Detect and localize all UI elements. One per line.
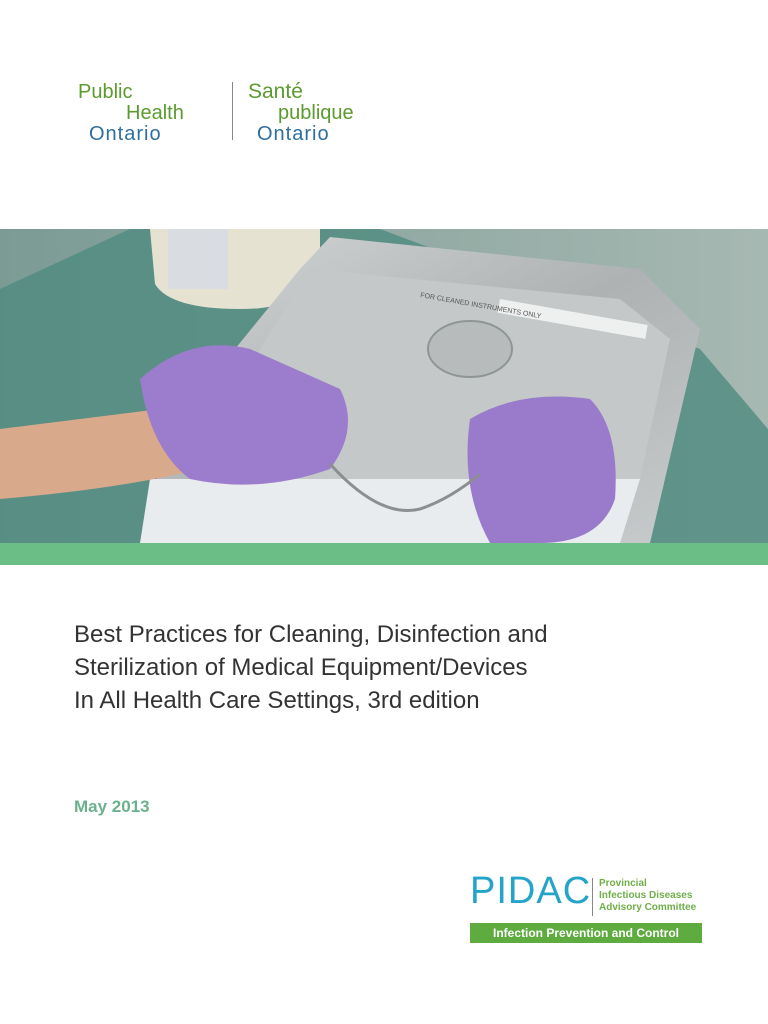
title-line-1: Best Practices for Cleaning, Disinfection and [74, 621, 548, 648]
logo-french-line-1: Santé [248, 80, 303, 103]
pidac-full-name-line-1: Provincial [599, 878, 647, 889]
pidac-acronym: PIDAC [470, 870, 592, 912]
tray-label: FOR CLEANED INSTRUMENTS ONLY [419, 292, 542, 321]
logo-divider [232, 82, 233, 140]
pidac-full-name-line-2: Infectious Diseases [599, 890, 693, 901]
title-line-2: Sterilization of Medical Equipment/Devices [74, 654, 528, 681]
pidac-full-name-line-3: Advisory Committee [599, 902, 697, 913]
title-line-3: In All Health Care Settings, 3rd edition [74, 687, 480, 714]
pidac-full-name [599, 878, 696, 914]
cover-photo [0, 229, 768, 543]
pidac-divider [592, 878, 593, 916]
public-health-ontario-logo [0, 0, 768, 160]
logo-french-line-2: publique [278, 102, 354, 124]
logo-english-line-3: Ontario [89, 123, 162, 145]
publication-date: May 2013 [74, 797, 150, 816]
cover-photo-illustration [0, 229, 768, 543]
logo-english-line-1: Public [78, 81, 133, 103]
pidac-tagline-bar: Infection Prevention and Control [470, 923, 702, 943]
pidac-logo [470, 872, 710, 947]
logo-english-line-2: Health [126, 102, 184, 124]
document-title [74, 618, 714, 717]
green-band [0, 543, 768, 565]
logo-french-line-3: Ontario [257, 123, 330, 145]
